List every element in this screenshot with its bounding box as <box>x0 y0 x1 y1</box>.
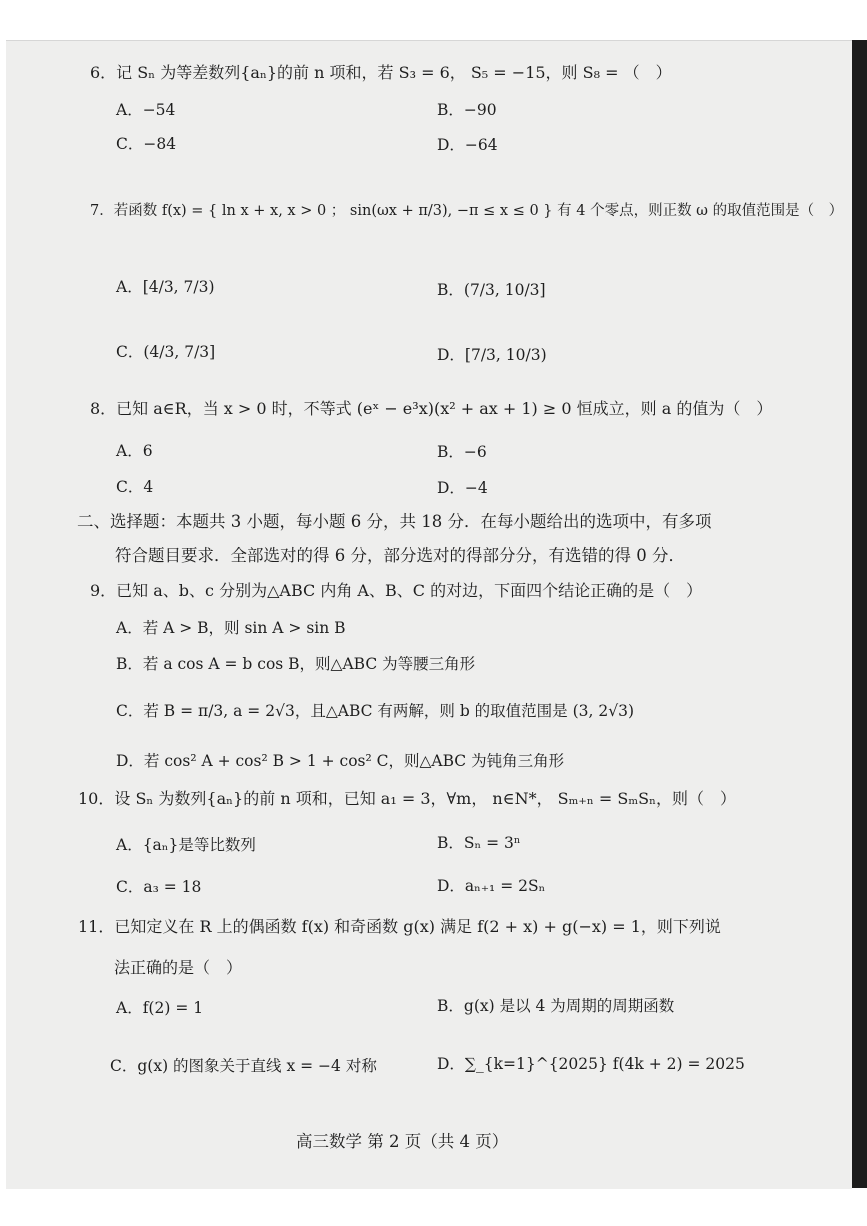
question-7-option-c: C．(4/3, 7/3] <box>116 343 216 361</box>
question-6-option-c: C．−84 <box>116 135 177 153</box>
question-11-option-b: B．g(x) 是以 4 为周期的周期函数 <box>437 997 675 1015</box>
scan-edge <box>852 40 867 1188</box>
question-9-option-d: D．若 cos² A + cos² B > 1 + cos² C，则△ABC 为钝角三角形 <box>116 752 565 770</box>
question-10-option-d: D．aₙ₊₁ = 2Sₙ <box>437 877 546 895</box>
question-11-stem-line-2: 法正确的是（ ） <box>114 958 243 977</box>
question-11-stem-line-1: 11．已知定义在 R 上的偶函数 f(x) 和奇函数 g(x) 满足 f(2 + x) + g(−x) = 1，则下列说 <box>78 917 721 936</box>
question-9-option-c: C．若 B = π/3, a = 2√3，且△ABC 有两解，则 b 的取值范围是 (3, 2√3) <box>116 702 635 720</box>
question-11-option-c: C．g(x) 的图象关于直线 x = −4 对称 <box>110 1057 377 1075</box>
question-11-option-d: D．∑_{k=1}^{2025} f(4k + 2) = 2025 <box>437 1055 745 1073</box>
question-7-option-d: D．[7/3, 10/3) <box>437 346 547 364</box>
question-8-option-c: C．4 <box>116 478 154 496</box>
question-6-option-d: D．−64 <box>437 136 498 154</box>
section-2-instructions: 符合题目要求．全部选对的得 6 分，部分选对的得部分分，有选错的得 0 分． <box>115 546 685 565</box>
question-6-option-b: B．−90 <box>437 101 497 119</box>
question-7-stem: 7．若函数 f(x) = { ln x + x, x > 0 ； sin(ωx + π/3), −π ≤ x ≤ 0 } 有 4 个零点，则正数 ω 的取值范围是（ ） <box>90 203 844 219</box>
section-2-heading: 二、选择题：本题共 3 小题，每小题 6 分，共 18 分．在每小题给出的选项中，有多项 <box>77 512 712 531</box>
question-7-option-b: B．(7/3, 10/3] <box>437 281 546 299</box>
question-11-option-a: A．f(2) = 1 <box>116 999 204 1017</box>
question-9-stem: 9．已知 a、b、c 分别为△ABC 内角 A、B、C 的对边，下面四个结论正确的是（ ） <box>90 581 703 600</box>
question-10-option-b: B．Sₙ = 3ⁿ <box>437 834 521 852</box>
question-10-option-a: A．{aₙ}是等比数列 <box>116 836 256 854</box>
question-10-stem: 10．设 Sₙ 为数列{aₙ}的前 n 项和，已知 a₁ = 3，∀m， n∈N*， Sₘ₊ₙ = SₘSₙ，则（ ） <box>78 789 737 808</box>
question-9-option-a: A．若 A > B，则 sin A > sin B <box>116 619 346 637</box>
question-8-option-b: B．−6 <box>437 443 487 461</box>
question-8-stem: 8．已知 a∈R，当 x > 0 时，不等式 (eˣ − e³x)(x² + ax + 1) ≥ 0 恒成立，则 a 的值为（ ） <box>90 399 773 418</box>
question-6-option-a: A．−54 <box>116 101 176 119</box>
question-8-option-d: D．−4 <box>437 479 488 497</box>
question-8-option-a: A．6 <box>116 442 153 460</box>
question-7-option-a: A．[4/3, 7/3) <box>116 278 215 296</box>
question-10-option-c: C．a₃ = 18 <box>116 878 202 896</box>
question-6-stem: 6．记 Sₙ 为等差数列{aₙ}的前 n 项和，若 S₃ = 6， S₅ = −15，则 S₈ = （ ） <box>90 63 672 82</box>
page-footer: 高三数学 第 2 页（共 4 页） <box>296 1132 509 1151</box>
question-9-option-b: B．若 a cos A = b cos B，则△ABC 为等腰三角形 <box>116 655 476 673</box>
